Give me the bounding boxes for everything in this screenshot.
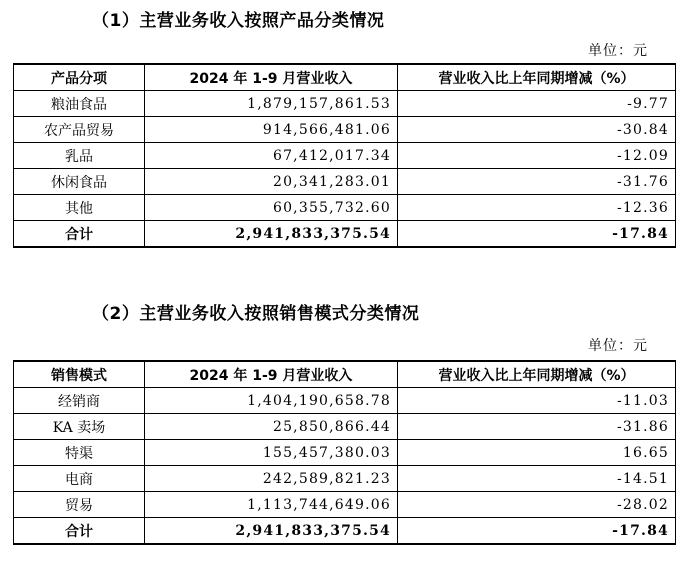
row-name: 粮油食品 xyxy=(14,91,145,117)
section1-title: （1）主营业务收入按照产品分类情况 xyxy=(92,11,385,31)
row-revenue: 20,341,283.01 xyxy=(145,169,398,195)
row-change: -12.09 xyxy=(398,143,676,169)
row-change: -31.76 xyxy=(398,169,676,195)
row-name: 乳品 xyxy=(14,143,145,169)
row-name: 休闲食品 xyxy=(14,169,145,195)
row-revenue: 1,404,190,658.78 xyxy=(145,388,398,414)
row-revenue: 1,879,157,861.53 xyxy=(145,91,398,117)
table-row xyxy=(14,414,676,440)
row-revenue: 914,566,481.06 xyxy=(145,117,398,143)
table-row xyxy=(14,117,676,143)
row-name: 电商 xyxy=(14,466,145,492)
row-change: -30.84 xyxy=(398,117,676,143)
row-name: 贸易 xyxy=(14,492,145,518)
section2-unit: 单位：元 xyxy=(588,338,648,354)
row-revenue: 60,355,732.60 xyxy=(145,195,398,221)
row-revenue: 155,457,380.03 xyxy=(145,440,398,466)
row-revenue: 1,113,744,649.06 xyxy=(145,492,398,518)
row-name: 经销商 xyxy=(14,388,145,414)
table-row xyxy=(14,466,676,492)
header-revenue: 2024 年 1-9 月营业收入 xyxy=(145,361,398,388)
row-change: -31.86 xyxy=(398,414,676,440)
header-category: 产品分项 xyxy=(14,64,145,91)
table-row xyxy=(14,440,676,466)
row-change: -11.03 xyxy=(398,388,676,414)
section1-unit: 单位：元 xyxy=(588,43,648,59)
row-change: -12.36 xyxy=(398,195,676,221)
sales-channel-table xyxy=(13,360,676,545)
table-header-row xyxy=(14,361,676,388)
total-label: 合计 xyxy=(14,518,145,545)
header-change: 营业收入比上年同期增减（%） xyxy=(398,64,676,91)
table-header-row xyxy=(14,64,676,91)
header-change: 营业收入比上年同期增减（%） xyxy=(398,361,676,388)
table-row xyxy=(14,169,676,195)
row-name: 其他 xyxy=(14,195,145,221)
table-row xyxy=(14,143,676,169)
table-row xyxy=(14,388,676,414)
row-change: -9.77 xyxy=(398,91,676,117)
total-row xyxy=(14,221,676,248)
table-row xyxy=(14,492,676,518)
table-row xyxy=(14,91,676,117)
header-sales-mode: 销售模式 xyxy=(14,361,145,388)
row-revenue: 242,589,821.23 xyxy=(145,466,398,492)
row-name: KA 卖场 xyxy=(14,414,145,440)
table-row xyxy=(14,195,676,221)
row-change: -28.02 xyxy=(398,492,676,518)
header-revenue: 2024 年 1-9 月营业收入 xyxy=(145,64,398,91)
row-revenue: 25,850,866.44 xyxy=(145,414,398,440)
total-revenue: 2,941,833,375.54 xyxy=(145,518,398,545)
section2-title: （2）主营业务收入按照销售模式分类情况 xyxy=(92,304,420,324)
row-name: 农产品贸易 xyxy=(14,117,145,143)
product-category-table xyxy=(13,63,676,248)
total-label: 合计 xyxy=(14,221,145,248)
row-name: 特渠 xyxy=(14,440,145,466)
row-revenue: 67,412,017.34 xyxy=(145,143,398,169)
total-change: -17.84 xyxy=(398,221,676,248)
total-row xyxy=(14,518,676,545)
row-change: -14.51 xyxy=(398,466,676,492)
total-change: -17.84 xyxy=(398,518,676,545)
row-change: 16.65 xyxy=(398,440,676,466)
total-revenue: 2,941,833,375.54 xyxy=(145,221,398,248)
